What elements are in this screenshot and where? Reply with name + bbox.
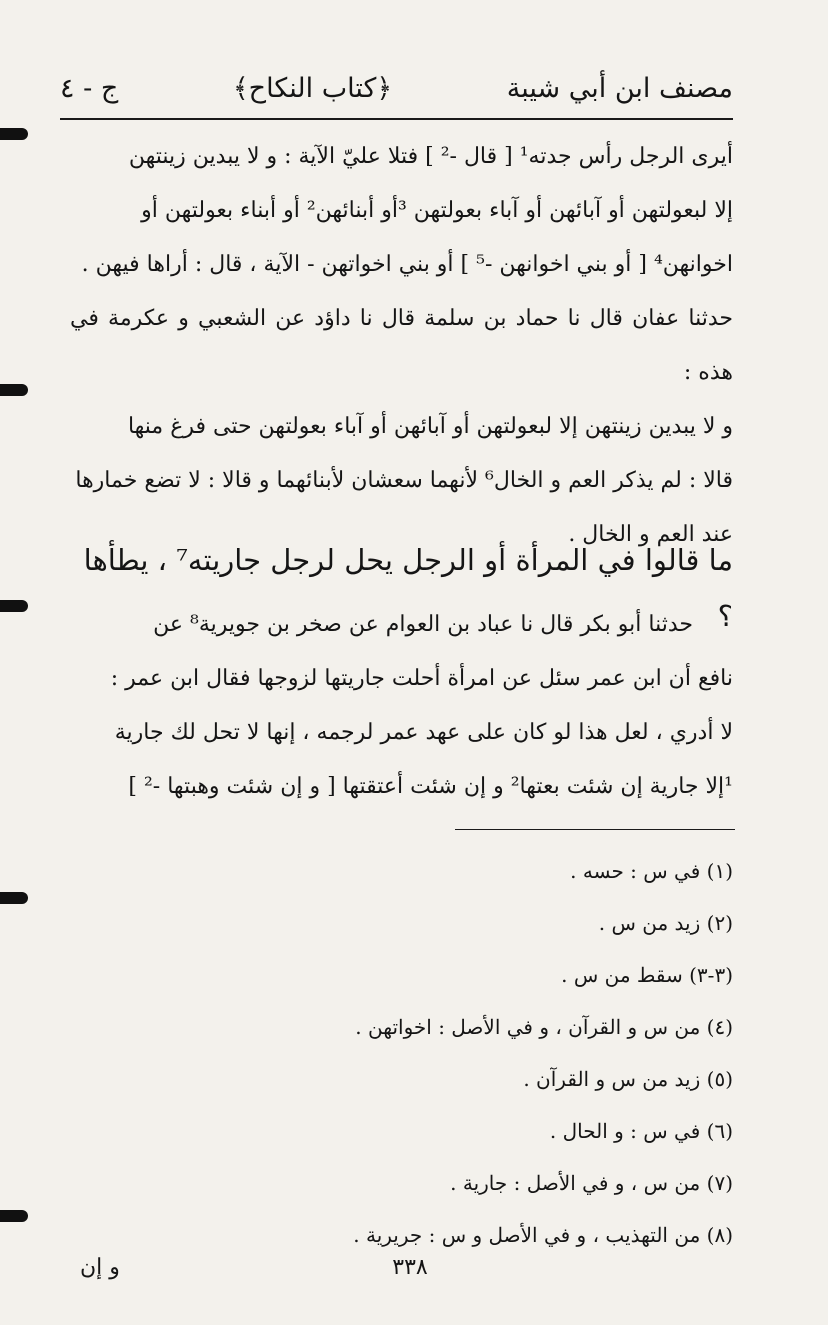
text-line: أيرى الرجل رأس جدته¹ [ قال -² ] فتلا عليّ الآية : و لا يبدين زينتهن	[128, 144, 733, 169]
main-text-block	[70, 130, 733, 562]
text-line: اخوانهن⁴ [ أو بني اخوانهن -⁵ ] أو بني اخواتهن - الآية ، قال : أراها فيهن .	[81, 252, 733, 277]
text-line: عند العم و الخال .	[568, 522, 733, 547]
second-text-block	[70, 598, 733, 814]
footnote: (٨) من التهذيب ، و في الأصل و س : جريرية .	[353, 1223, 733, 1247]
footnote-rule	[455, 829, 735, 830]
footnote: (٦) في س : و الحال .	[549, 1119, 733, 1143]
text-line: لا أدري ، لعل هذا لو كان على عهد عمر لرجمه ، إنها لا تحل لك جارية	[114, 720, 733, 745]
footnote: (٢) زيد من س .	[598, 911, 733, 935]
text-line: قالا : لم يذكر العم و الخال⁶ لأنهما سعشان لأبنائهما و قالا : لا تضع خمارها	[75, 468, 733, 493]
footnotes-list	[70, 845, 733, 1261]
page-number: ٣٣٨	[392, 1255, 428, 1280]
margin-mark	[0, 1210, 28, 1222]
header-volume: ج - ٤	[60, 72, 119, 104]
text-line: حدثنا عفان قال نا حماد بن سلمة قال نا داؤد عن الشعبي و عكرمة في هذه :	[70, 306, 733, 385]
margin-mark	[0, 892, 28, 904]
footnote: (٥) زيد من س و القرآن .	[523, 1067, 733, 1091]
margin-mark	[0, 600, 28, 612]
header-chapter-title: ﴿كتاب النكاح﴾	[232, 72, 393, 104]
margin-mark	[0, 384, 28, 396]
footnote: (٤) من س و القرآن ، و في الأصل : اخواتهن .	[355, 1015, 733, 1039]
text-line: نافع أن ابن عمر سئل عن امرأة أحلت جاريتها لزوجها فقال ابن عمر :	[110, 666, 733, 691]
footnote: (٣-٣) سقط من س .	[561, 963, 733, 987]
header-rule	[60, 118, 733, 120]
text-line: إلا لبعولتهن أو آبائهن أو آباء بعولتهن ³أو أبنائهن² أو أبناء بعولتهن أو	[141, 198, 733, 223]
footnote: (٧) من س ، و في الأصل : جارية .	[450, 1171, 733, 1195]
running-header	[60, 62, 733, 114]
footnote: (١) في س : حسه .	[570, 859, 733, 883]
margin-mark	[0, 128, 28, 140]
catchword: و إن	[80, 1255, 120, 1280]
text-line: ¹إلا جارية إن شئت بعتها² و إن شئت أعتقتها [ و إن شئت وهبتها -² ]	[128, 774, 733, 799]
header-book-title: مصنف ابن أبي شيبة	[506, 72, 733, 104]
section-heading: ما قالوا في المرأة أو الرجل يحل لرجل جاريته⁷ ، يطأها ؟	[83, 543, 733, 633]
text-line: حدثنا أبو بكر قال نا عباد بن العوام عن صخر بن جويرية⁸ عن	[153, 612, 693, 637]
text-line: و لا يبدين زينتهن إلا لبعولتهن أو آبائهن أو آباء بعولتهن حتى فرغ منها	[127, 414, 733, 439]
